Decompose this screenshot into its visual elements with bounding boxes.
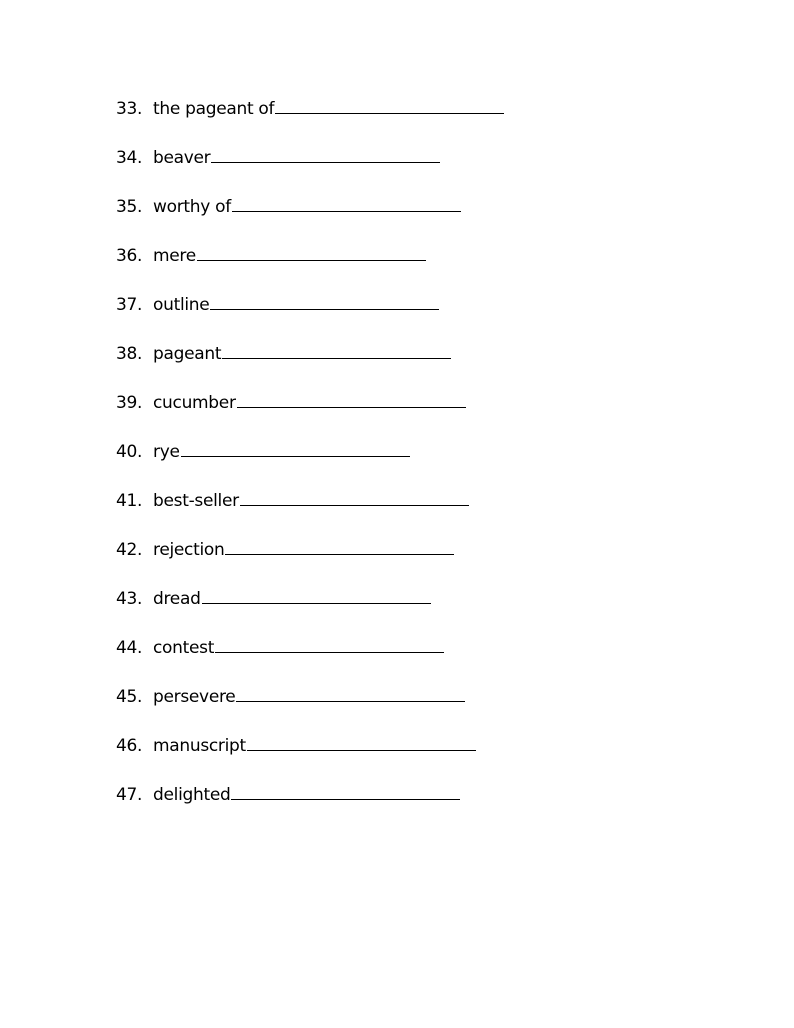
answer-blank[interactable] (275, 112, 504, 114)
list-item (116, 442, 504, 491)
item-word: rye (153, 442, 180, 462)
item-number: 36. (116, 246, 143, 266)
list-item (116, 785, 504, 834)
item-word: cucumber (153, 393, 236, 413)
answer-blank[interactable] (225, 553, 454, 555)
item-number: 33. (116, 99, 143, 119)
item-number: 38. (116, 344, 143, 364)
item-word: dread (153, 589, 201, 609)
list-item (116, 540, 504, 589)
item-number: 47. (116, 785, 143, 805)
item-word: contest (153, 638, 215, 658)
list-item (116, 687, 504, 736)
item-number: 34. (116, 148, 143, 168)
item-word: pageant (153, 344, 222, 364)
item-word: rejection (153, 540, 225, 560)
list-item (116, 99, 504, 148)
answer-blank[interactable] (236, 700, 465, 702)
item-number: 42. (116, 540, 143, 560)
item-word: manuscript (153, 736, 246, 756)
list-item (116, 393, 504, 442)
item-word: the pageant of (153, 99, 275, 119)
item-number: 39. (116, 393, 143, 413)
answer-blank[interactable] (237, 406, 466, 408)
vocabulary-list (116, 99, 504, 834)
list-item (116, 491, 504, 540)
item-word: worthy of (153, 197, 231, 217)
answer-blank[interactable] (181, 455, 410, 457)
list-item (116, 148, 504, 197)
list-item (116, 344, 504, 393)
answer-blank[interactable] (215, 651, 444, 653)
item-word: mere (153, 246, 196, 266)
answer-blank[interactable] (197, 259, 426, 261)
answer-blank[interactable] (231, 798, 460, 800)
list-item (116, 589, 504, 638)
item-number: 41. (116, 491, 143, 511)
answer-blank[interactable] (202, 602, 431, 604)
list-item (116, 246, 504, 295)
item-number: 35. (116, 197, 143, 217)
answer-blank[interactable] (210, 308, 439, 310)
list-item (116, 736, 504, 785)
item-word: best-seller (153, 491, 239, 511)
item-number: 43. (116, 589, 143, 609)
list-item (116, 197, 504, 246)
item-word: beaver (153, 148, 211, 168)
item-number: 44. (116, 638, 143, 658)
list-item (116, 638, 504, 687)
item-number: 45. (116, 687, 143, 707)
item-word: persevere (153, 687, 236, 707)
item-number: 37. (116, 295, 143, 315)
item-word: delighted (153, 785, 231, 805)
item-number: 40. (116, 442, 143, 462)
answer-blank[interactable] (240, 504, 469, 506)
answer-blank[interactable] (211, 161, 440, 163)
answer-blank[interactable] (247, 749, 476, 751)
answer-blank[interactable] (222, 357, 451, 359)
list-item (116, 295, 504, 344)
item-number: 46. (116, 736, 143, 756)
item-word: outline (153, 295, 210, 315)
answer-blank[interactable] (232, 210, 461, 212)
